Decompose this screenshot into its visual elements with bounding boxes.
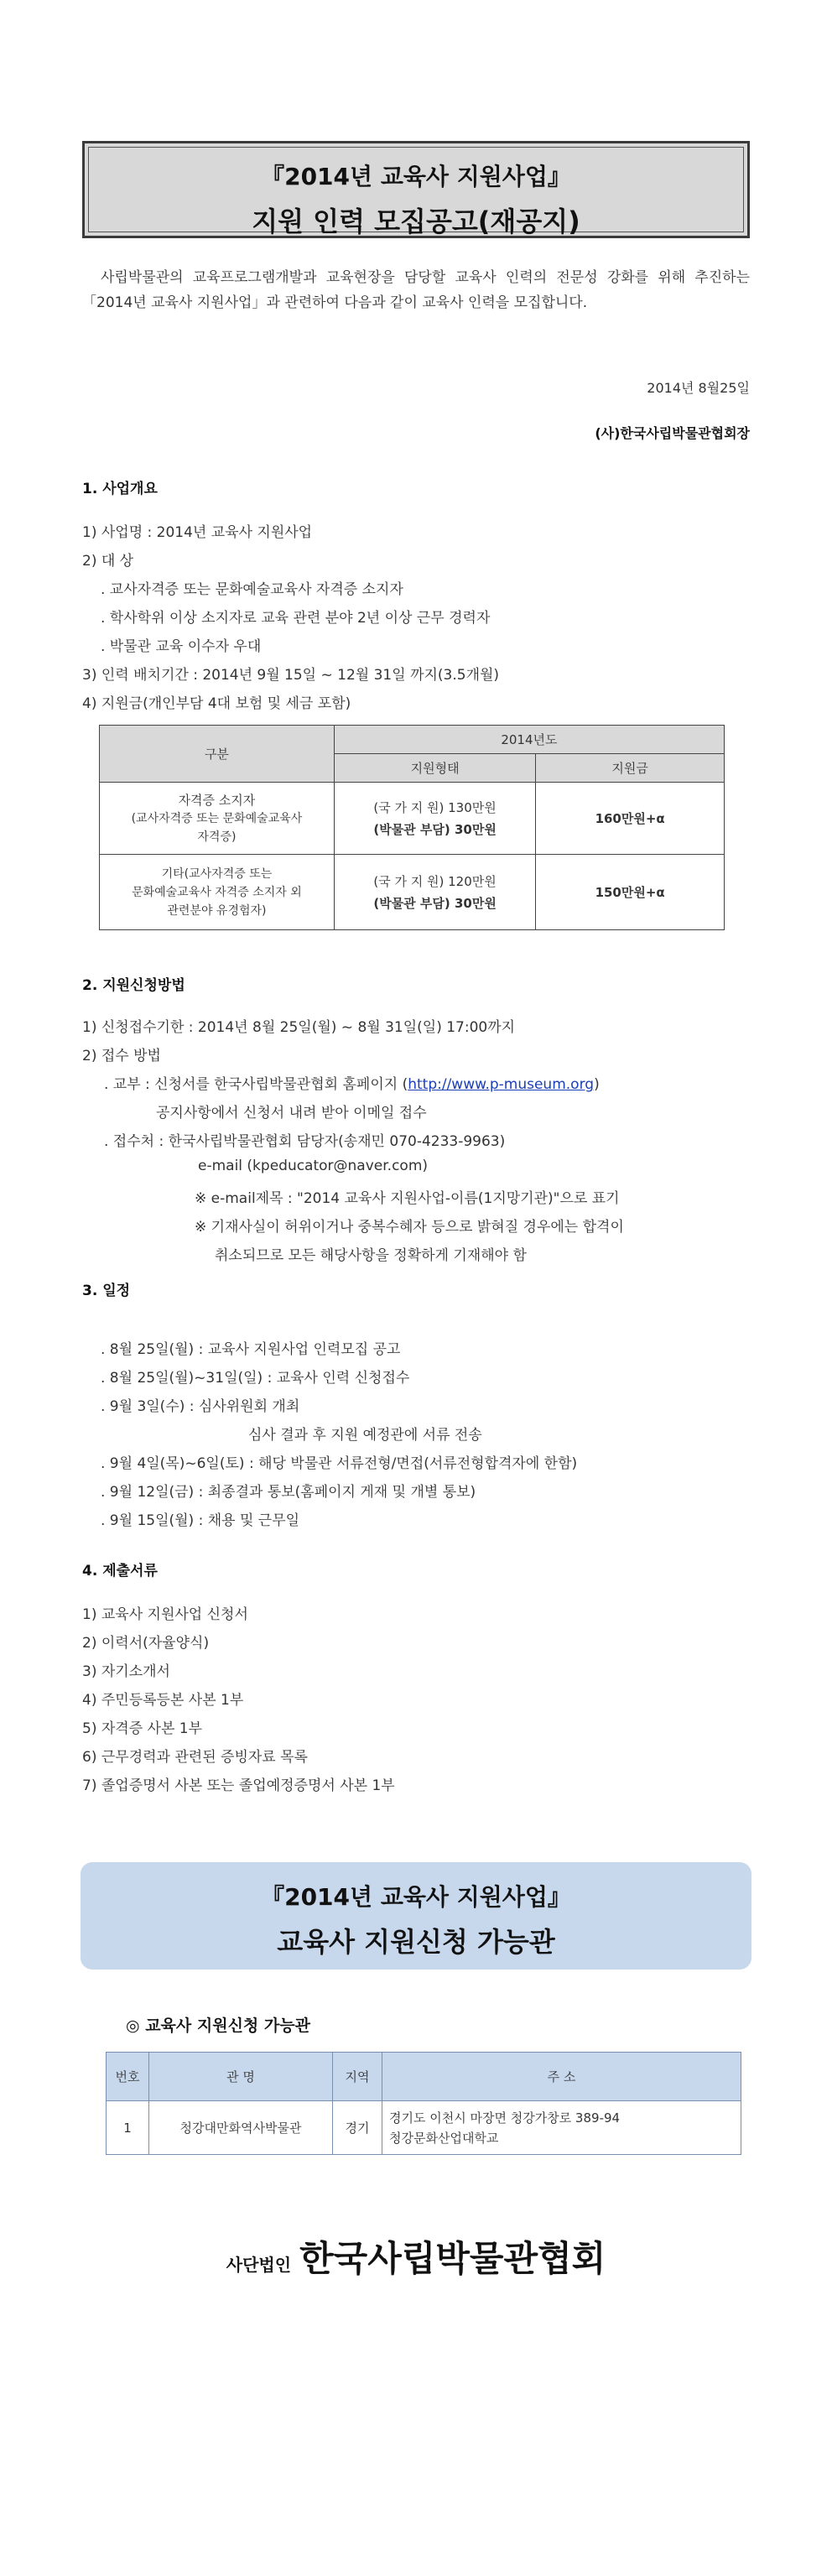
schedule-item: . 9월 3일(수) : 심사위원회 개최	[101, 1398, 300, 1415]
schedule-item: . 9월 15일(월) : 채용 및 근무일	[101, 1512, 300, 1529]
section2-line	[104, 1072, 600, 1093]
schedule-item: . 8월 25일(월)~31일(일) : 교육사 인력 신청접수	[101, 1370, 410, 1387]
table-header-year: 2014년도	[334, 726, 724, 754]
section2-note: 취소되므로 모든 해당사항을 정확하게 기재해야 함	[215, 1247, 527, 1264]
section2-line: 1) 신청접수기한 : 2014년 8월 25일(월) ~ 8월 31일(일) 17:00까지	[82, 1019, 516, 1036]
section1-item: 1) 사업명 : 2014년 교육사 지원사업	[82, 524, 313, 541]
museum-header-name: 관 명	[149, 2053, 333, 2101]
organization-footer	[0, 2231, 832, 2282]
row-category-line: 문화예술교육사 자격증 소지자 외	[132, 885, 302, 899]
section2-note: ※ e-mail제목 : "2014 교육사 지원사업-이름(1지망기관)"으로 표기	[195, 1190, 620, 1207]
schedule-item: . 8월 25일(월) : 교육사 지원사업 인력모집 공고	[101, 1341, 401, 1358]
row-type-line: (국 가 지 원) 130만원	[373, 799, 497, 815]
row-category-line: 자격증 소지자	[178, 792, 256, 808]
museum-name: 청강대만화역사박물관	[149, 2101, 333, 2155]
row-type-line: (박물관 부담) 30만원	[373, 821, 497, 837]
row-type-line: (박물관 부담) 30만원	[373, 895, 497, 911]
museum-list-banner	[81, 1862, 751, 1970]
section2-heading: 2. 지원신청방법	[82, 977, 185, 994]
row-category-line: 기타(교사자격증 또는	[161, 866, 273, 881]
section2-line: . 접수처 : 한국사립박물관협회 담당자(송재민 070-4233-9963)	[104, 1133, 506, 1150]
footer-prefix: 사단법인	[226, 2255, 292, 2275]
row-category	[100, 783, 335, 855]
homepage-link[interactable]: http://www.p-museum.org	[408, 1076, 595, 1093]
row-support-type	[334, 783, 535, 855]
table-header-category: 구분	[100, 726, 335, 783]
notice-date: 2014년 8월25일	[647, 380, 750, 396]
schedule-item: 심사 결과 후 지원 예정관에 서류 전송	[248, 1427, 482, 1444]
document-item: 6) 근무경력과 관련된 증빙자료 목록	[82, 1749, 308, 1766]
section2-line-text: )	[594, 1076, 600, 1093]
museum-header-address: 주 소	[382, 2053, 741, 2101]
museum-address-line: 경기도 이천시 마장면 청강가창로 389-94	[389, 2110, 621, 2126]
notice-title-box	[82, 141, 750, 238]
museum-header-no: 번호	[107, 2053, 149, 2101]
table-row	[100, 855, 725, 930]
document-item: 5) 자격증 사본 1부	[82, 1720, 203, 1737]
row-category-line: 관련분야 유경험자)	[167, 903, 267, 918]
section1-item: . 학사학위 이상 소지자로 교육 관련 분야 2년 이상 근무 경력자	[101, 610, 491, 627]
museum-no: 1	[107, 2101, 149, 2155]
table-header-amount: 지원금	[536, 754, 725, 783]
banner-line2: 교육사 지원신청 가능관	[277, 1926, 555, 1958]
section1-item: 4) 지원금(개인부담 4대 보험 및 세금 포함)	[82, 695, 351, 712]
museum-address-line: 청강문화산업대학교	[389, 2130, 499, 2146]
document-item: 2) 이력서(자율양식)	[82, 1635, 210, 1652]
section3-heading: 3. 일정	[82, 1283, 131, 1299]
row-category-line: (교사자격증 또는 문화예술교육사	[131, 811, 303, 825]
section2-note: ※ 기재사실이 허위이거나 중복수혜자 등으로 밝혀질 경우에는 합격이	[195, 1219, 624, 1236]
document-item: 3) 자기소개서	[82, 1663, 170, 1680]
row-support-type	[334, 855, 535, 930]
banner-line1: 『2014년 교육사 지원사업』	[261, 1883, 571, 1911]
intro-text: 사립박물관의 교육프로그램개발과 교육현장을 담당할 교육사 인력의 전문성 강화를 위해 추진하는「2014년 교육사 지원사업」과 관련하여 다음과 같이 교육사 인력을 모집합니다.	[82, 269, 750, 311]
section1-item: . 교사자격증 또는 문화예술교육사 자격증 소지자	[101, 581, 403, 598]
section1-item: 3) 인력 배치기간 : 2014년 9월 15일 ~ 12월 31일 까지(3.5개월)	[82, 667, 500, 684]
section2-line: 공지사항에서 신청서 내려 받아 이메일 접수	[156, 1105, 427, 1121]
intro-paragraph	[82, 265, 750, 315]
row-amount: 150만원+α	[536, 855, 725, 930]
table-row	[107, 2101, 741, 2155]
table-row	[100, 783, 725, 855]
museum-address	[382, 2101, 741, 2155]
museum-region: 경기	[333, 2101, 382, 2155]
museum-list-heading: ◎ 교육사 지원신청 가능관	[126, 2017, 310, 2035]
section1-item: 2) 대 상	[82, 553, 134, 570]
row-category	[100, 855, 335, 930]
museum-header-region: 지역	[333, 2053, 382, 2101]
section4-heading: 4. 제출서류	[82, 1563, 158, 1579]
schedule-item: . 9월 4일(목)~6일(토) : 해당 박물관 서류전형/면접(서류전형합격자에 한함)	[101, 1455, 578, 1472]
footer-org-name: 한국사립박물관협회	[299, 2238, 606, 2279]
funding-table	[99, 725, 725, 930]
row-amount: 160만원+α	[536, 783, 725, 855]
section2-email: e-mail (kpeducator@naver.com)	[198, 1158, 429, 1174]
notice-title-line1: 『2014년 교육사 지원사업』	[261, 163, 571, 190]
section1-item: . 박물관 교육 이수자 우대	[101, 638, 262, 655]
document-item: 4) 주민등록등본 사본 1부	[82, 1692, 244, 1709]
notice-issuer: (사)한국사립박물관협회장	[595, 425, 750, 441]
document-item: 7) 졸업증명서 사본 또는 졸업예정증명서 사본 1부	[82, 1777, 395, 1794]
schedule-item: . 9월 12일(금) : 최종결과 통보(홈페이지 게재 및 개별 통보)	[101, 1484, 476, 1501]
row-type-line: (국 가 지 원) 120만원	[373, 873, 497, 889]
museum-table	[106, 2052, 741, 2155]
section1-heading: 1. 사업개요	[82, 481, 158, 497]
table-header-type: 지원형태	[334, 754, 535, 783]
row-category-line: 자격증)	[197, 830, 237, 844]
section2-line-text: . 교부 : 신청서를 한국사립박물관협회 홈페이지 (	[104, 1076, 408, 1093]
document-item: 1) 교육사 지원사업 신청서	[82, 1606, 248, 1623]
section2-line: 2) 접수 방법	[82, 1048, 161, 1064]
notice-title-line2: 지원 인력 모집공고(재공지)	[252, 206, 580, 237]
